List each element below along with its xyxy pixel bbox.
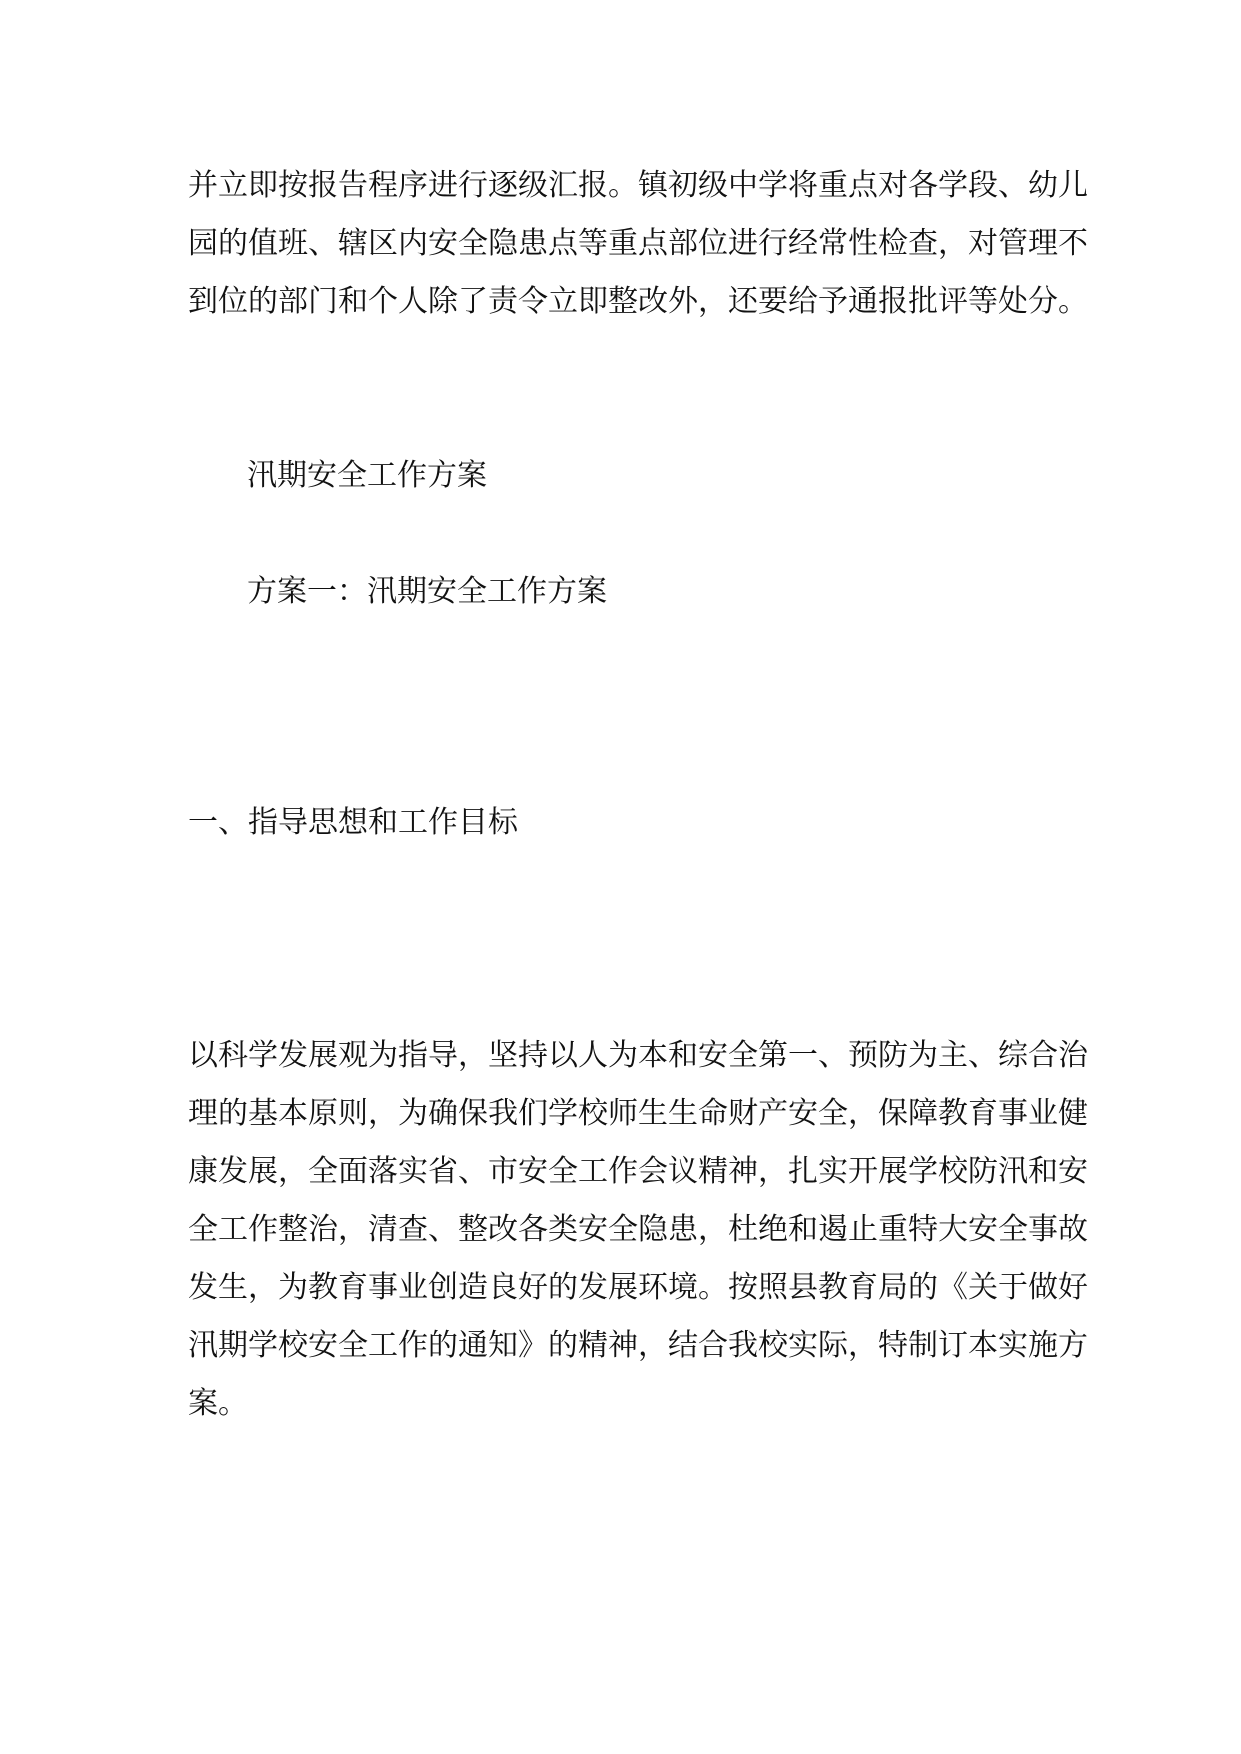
body-line-5: 发生，为教育事业创造良好的发展环境。按照县教育局的《关于做好 (188, 1270, 1088, 1305)
doc-title: 汛期安全工作方案 (247, 458, 487, 493)
section-heading: 一、指导思想和工作目标 (188, 805, 518, 840)
body-line-1: 以科学发展观为指导，坚持以人为本和安全第一、预防为主、综合治 (188, 1038, 1088, 1073)
body-line-2: 理的基本原则，为确保我们学校师生生命财产安全，保障教育事业健 (188, 1096, 1088, 1131)
intro-line-1: 并立即按报告程序进行逐级汇报。镇初级中学将重点对各学段、幼儿 (188, 168, 1088, 203)
body-line-7: 案。 (188, 1386, 248, 1421)
body-line-4: 全工作整治，清查、整改各类安全隐患，杜绝和遏止重特大安全事故 (188, 1212, 1088, 1247)
body-line-6: 汛期学校安全工作的通知》的精神，结合我校实际，特制订本实施方 (188, 1328, 1088, 1363)
plan-title: 方案一：汛期安全工作方案 (247, 574, 607, 609)
intro-line-3: 到位的部门和个人除了责令立即整改外，还要给予通报批评等处分。 (188, 284, 1088, 319)
body-line-3: 康发展，全面落实省、市安全工作会议精神，扎实开展学校防汛和安 (188, 1154, 1088, 1189)
intro-line-2: 园的值班、辖区内安全隐患点等重点部位进行经常性检查，对管理不 (188, 226, 1088, 261)
